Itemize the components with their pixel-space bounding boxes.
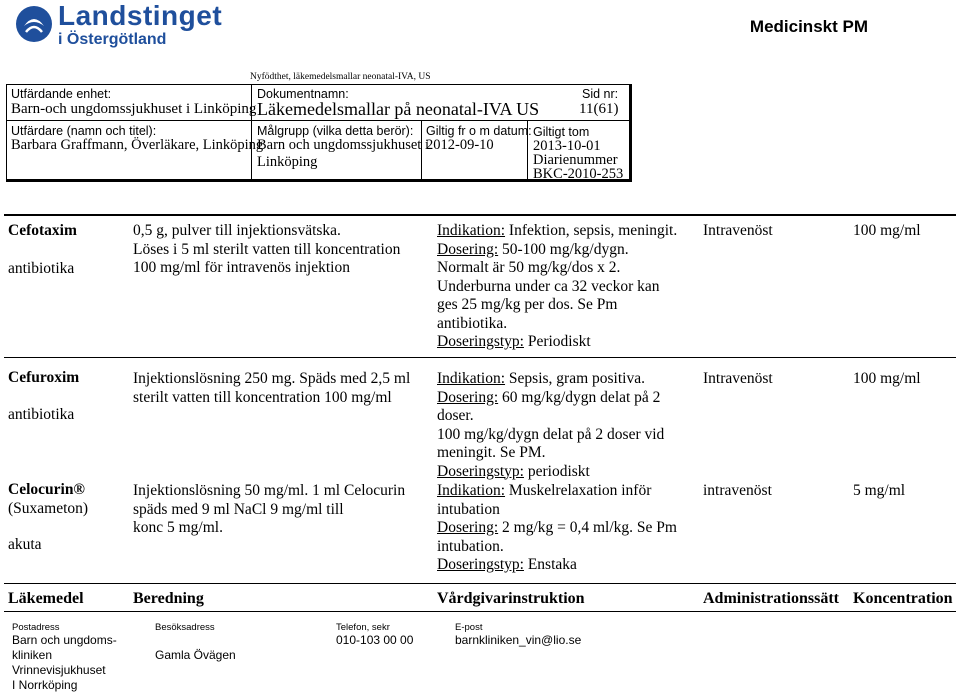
drug-name: Celocurin® <box>8 481 86 498</box>
postal-address: Barn och ungdoms- kliniken Vrinnevisjukhuset I Norrköping <box>12 633 117 692</box>
valid-from-value: 2012-09-10 <box>426 137 494 153</box>
preparation: Injektionslösning 250 mg. Späds med 2,5 ml sterilt vatten till koncentration 100 mg/ml <box>133 370 411 406</box>
drug-name: Cefuroxim <box>8 369 80 386</box>
landstinget-logo-icon <box>14 4 54 44</box>
concentration: 100 mg/ml <box>853 370 921 387</box>
column-header-drug: Läkemedel <box>8 590 84 607</box>
administration-route: Intravenöst <box>703 222 773 239</box>
valid-to-label: Giltigt tom <box>533 125 590 139</box>
page-label: Sid nr: <box>582 87 619 101</box>
valid-from-label: Giltig fr o m datum: <box>426 124 532 138</box>
target-value-line2: Linköping <box>257 154 318 170</box>
visit-label: Besöksadress <box>155 622 215 633</box>
phone-label: Telefon, sekr <box>336 622 390 633</box>
drug-group: akuta <box>8 536 42 553</box>
issuer-label: Utfärdande enhet: <box>11 87 112 101</box>
phone-number: 010-103 00 00 <box>336 633 414 647</box>
email-label: E-post <box>455 622 483 633</box>
document-type: Medicinskt PM <box>749 17 868 36</box>
column-header-route: Administrationssätt <box>703 590 840 607</box>
author-label: Utfärdare (namn och titel): <box>11 124 157 138</box>
column-header-instruction: Vårdgivarinstruktion <box>437 590 585 607</box>
diary-value: BKC-2010-253 <box>533 166 624 182</box>
preparation: Injektionslösning 50 mg/ml. 1 ml Celocurin späds med 9 ml NaCl 9 mg/ml till konc 5 mg/ml. <box>133 482 406 536</box>
diary-label: Diarienummer <box>533 152 618 168</box>
drug-group: antibiotika <box>8 406 75 423</box>
administration-route: intravenöst <box>703 482 772 499</box>
column-header-concentration: Koncentration <box>853 590 953 607</box>
document-header-box <box>6 84 632 182</box>
postal-label: Postadress <box>12 622 60 633</box>
valid-to-value: 2013-10-01 <box>533 138 601 154</box>
author-value: Barbara Graffmann, Överläkare, Linköping <box>11 137 264 153</box>
footer-divider <box>4 611 956 612</box>
drug-name: Cefotaxim <box>8 222 77 239</box>
column-header-preparation: Beredning <box>133 590 204 607</box>
email-address[interactable]: barnkliniken_vin@lio.se <box>455 633 582 647</box>
org-subtitle: i Östergötland <box>58 31 167 48</box>
row-divider <box>4 583 956 584</box>
concentration: 100 mg/ml <box>853 222 921 239</box>
docname-label: Dokumentnamn: <box>257 87 349 101</box>
drug-generic-name: (Suxameton) <box>8 500 89 517</box>
small-caption: Nyfödthet, läkemedelsmallar neonatal-IVA, US <box>250 72 431 82</box>
caregiver-instruction: Indikation: Sepsis, gram positiva. Dosering: 60 mg/kg/dygn delat på 2 doser. 100 mg/kg/dygn delat på 2 doser vid meningit. Se PM. Doseringstyp: periodiskt <box>437 370 665 480</box>
caregiver-instruction: Indikation: Infektion, sepsis, meningit. Dosering: 50-100 mg/kg/dygn. Normalt är 50 mg/kg/dos x 2. Underburna under ca 32 veckor kan ges 25 mg/kg per dos. Se Pm antibiotika. Doseringstyp: Periodiskt <box>437 222 678 350</box>
docname-value: Läkemedelsmallar på neonatal-IVA US <box>257 99 540 119</box>
page-value: 11(61) <box>579 101 619 117</box>
org-name: Landstinget <box>58 0 223 31</box>
table-top-rule <box>4 214 956 216</box>
concentration: 5 mg/ml <box>853 482 906 499</box>
issuer-value: Barn-och ungdomssjukhuset i Linköping <box>11 101 257 117</box>
target-label: Målgrupp (vilka detta berör): <box>257 124 414 138</box>
administration-route: Intravenöst <box>703 370 773 387</box>
drug-group: antibiotika <box>8 260 75 277</box>
preparation: 0,5 g, pulver till injektionsvätska. Löses i 5 ml sterilt vatten till koncentration 100 mg/ml för intravenös injektion <box>133 222 401 276</box>
target-value-line1: Barn och ungdomssjukhuset i <box>257 137 429 153</box>
caregiver-instruction: Indikation: Muskelrelaxation inför intubation Dosering: 2 mg/kg = 0,4 ml/kg. Se Pm intubation. Doseringstyp: Enstaka <box>437 482 677 573</box>
visit-address: Gamla Övägen <box>155 648 236 662</box>
row-divider <box>4 357 956 358</box>
